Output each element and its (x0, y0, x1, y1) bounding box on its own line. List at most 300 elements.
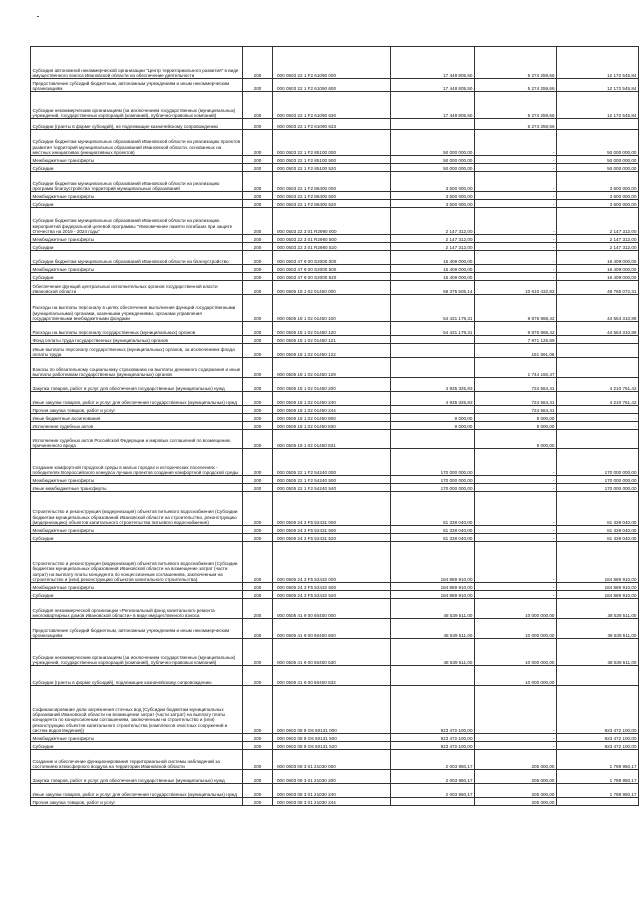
row-plan-cell: 81 339 040,00 (391, 526, 475, 534)
row-plan-cell: 184 889 910,00 (391, 583, 475, 591)
row-code-cell: 200 (243, 734, 273, 742)
row-code-cell: 200 (243, 492, 273, 526)
row-rest-cell: - (557, 422, 639, 430)
row-plan-cell: 17 448 805,50 (391, 47, 475, 79)
row-name-cell: Предоставление субсидий бюджетным, автономным учреждениям и иным некоммерческим организациям (31, 619, 243, 639)
row-code-cell: 200 (243, 119, 273, 130)
row-plan-cell: 48 539 511,00 (391, 639, 475, 666)
row-rest-cell: 3 500 000,00 (557, 200, 639, 208)
row-rest-cell (557, 119, 639, 130)
table-row (31, 599, 639, 619)
row-exec-cell: 10 610 432,83 (475, 281, 557, 295)
row-kbk-cell: 000 0503 22 1 F2 86400 500 (273, 192, 391, 200)
row-name-cell: Межбюджетные трансферты (31, 476, 243, 484)
row-name-cell: Межбюджетные трансферты (31, 192, 243, 200)
row-kbk-cell: 000 0505 22 1 F2 54240 540 (273, 484, 391, 492)
row-kbk-cell: 000 0503 47 9 00 S2000 520 (273, 273, 391, 281)
row-name-cell: Субсидии бюджетам муниципальных образований Ивановской области на реализацию проектов развития территорий муниципальных образований Ивановской области, основанных на местных инициативах (инициативных проектов) (31, 130, 243, 156)
row-name-cell: Субсидии (гранты в форме субсидий), не подлежащие казначейскому сопровождению (31, 119, 243, 130)
row-code-cell: 200 (243, 770, 273, 784)
row-rest-cell: 4 210 761,42 (557, 378, 639, 392)
row-kbk-cell: 000 0505 22 1 F2 54240 500 (273, 476, 391, 484)
table-row (31, 208, 639, 235)
row-rest-cell: 12 172 545,84 (557, 47, 639, 79)
row-name-cell: Субсидия некоммерческой организации «Региональный фонд капитального ремонта многоквартирных домов Ивановской области» в виде имущественного взноса (31, 599, 243, 619)
table-row (31, 414, 639, 422)
row-plan-cell: 2 147 312,00 (391, 235, 475, 243)
table-row (31, 666, 639, 686)
row-name-cell: Субсидии некоммерческим организациям (за исключением государственных (муниципальных) учреждений, государственных корпораций (компаний), публично-правовых компаний) (31, 639, 243, 666)
row-exec-cell: 205 000,00 (475, 784, 557, 798)
row-rest-cell: 38 539 511,00 (557, 619, 639, 639)
row-rest-cell: 923 472 100,00 (557, 742, 639, 750)
row-plan-cell: 2 003 950,17 (391, 750, 475, 770)
row-name-cell: Иные закупки товаров, работ и услуг для обеспечения государственных (муниципальных) нужд (31, 392, 243, 406)
row-code-cell: 200 (243, 583, 273, 591)
budget-execution-table (30, 46, 639, 806)
row-rest-cell: 1 798 950,17 (557, 784, 639, 798)
table-row (31, 392, 639, 406)
table-row (31, 406, 639, 414)
row-exec-cell: 9 000,00 (475, 414, 557, 422)
row-plan-cell (391, 406, 475, 414)
row-name-cell: Субсидии (гранты в форме субсидий), подлежащие казначейскому сопровождению (31, 666, 243, 686)
row-kbk-cell: 000 0505 18 1 02 01450 831 (273, 430, 391, 449)
row-kbk-cell: 000 0505 18 1 02 01450 200 (273, 378, 391, 392)
row-code-cell: 200 (243, 130, 273, 156)
table-row (31, 119, 639, 130)
row-rest-cell: 50 000 000,00 (557, 156, 639, 164)
row-plan-cell: 9 000,00 (391, 414, 475, 422)
row-kbk-cell: 000 0503 22 3 01 R2990 000 (273, 208, 391, 235)
table-row (31, 619, 639, 639)
row-rest-cell: 2 147 312,00 (557, 208, 639, 235)
row-name-cell: Субсидии (31, 591, 243, 599)
row-code-cell: 200 (243, 251, 273, 265)
row-exec-cell: - (475, 156, 557, 164)
row-rest-cell: 16 409 000,00 (557, 273, 639, 281)
row-name-cell: Иные закупки товаров, работ и услуг для обеспечения государственных (муниципальных) нужд (31, 784, 243, 798)
row-name-cell: Субсидии (31, 534, 243, 542)
row-kbk-cell: 000 0505 41 9 00 60400 000 (273, 599, 391, 619)
row-rest-cell: 81 339 040,00 (557, 526, 639, 534)
row-code-cell: 200 (243, 200, 273, 208)
row-rest-cell: 16 409 000,00 (557, 265, 639, 273)
row-exec-cell: - (475, 492, 557, 526)
row-rest-cell: 923 472 100,00 (557, 734, 639, 742)
row-plan-cell: 3 500 000,00 (391, 192, 475, 200)
table-row (31, 273, 639, 281)
row-plan-cell: 184 889 910,00 (391, 591, 475, 599)
row-name-cell: Иные бюджетные ассигнования (31, 414, 243, 422)
row-kbk-cell: 000 0503 22 1 F2 61090 633 (273, 119, 391, 130)
row-exec-cell: - (475, 449, 557, 476)
row-plan-cell (391, 430, 475, 449)
row-kbk-cell: 000 0503 22 1 F2 85100 500 (273, 156, 391, 164)
row-code-cell: 200 (243, 591, 273, 599)
row-exec-cell: 5 274 259,66 (475, 92, 557, 119)
row-rest-cell (557, 358, 639, 378)
row-exec-cell: 205 000,00 (475, 798, 557, 806)
table-row (31, 172, 639, 192)
row-rest-cell: 38 539 511,00 (557, 599, 639, 619)
row-code-cell: 200 (243, 666, 273, 686)
table-row (31, 734, 639, 742)
row-code-cell: 200 (243, 526, 273, 534)
row-code-cell: 200 (243, 534, 273, 542)
row-plan-cell: 81 339 040,00 (391, 492, 475, 526)
row-rest-cell: - (557, 414, 639, 422)
row-rest-cell: 3 500 000,00 (557, 172, 639, 192)
row-name-cell: Субсидии бюджетам муниципальных образований Ивановской области на реализацию мероприятий федеральной целевой программы "Увековечение памяти погибших при защите Отечества на 2019 - 2024 годы" (31, 208, 243, 235)
row-name-cell: Прочая закупка товаров, работ и услуг (31, 406, 243, 414)
row-kbk-cell: 000 0503 47 9 00 S2000 500 (273, 265, 391, 273)
row-plan-cell: 16 409 000,00 (391, 251, 475, 265)
row-rest-cell: 170 000 000,00 (557, 449, 639, 476)
row-kbk-cell: 000 0505 18 1 02 01450 800 (273, 414, 391, 422)
row-name-cell: Иные выплаты персоналу государственных (муниципальных) органов, за исключением фонда оплаты труда (31, 344, 243, 358)
table-row (31, 92, 639, 119)
row-plan-cell: 2 147 312,00 (391, 208, 475, 235)
row-kbk-cell: 000 0505 18 1 02 01450 120 (273, 322, 391, 336)
row-code-cell: 200 (243, 344, 273, 358)
row-name-cell: Закупка товаров, работ и услуг для обеспечения государственных (муниципальных) нужд (31, 378, 243, 392)
row-exec-cell: - (475, 265, 557, 273)
row-kbk-cell: 000 0505 24 3 F5 52431 500 (273, 526, 391, 534)
table-row (31, 378, 639, 392)
row-rest-cell: 1 798 950,17 (557, 770, 639, 784)
row-exec-cell: - (475, 130, 557, 156)
row-exec-cell: 205 000,00 (475, 750, 557, 770)
table-row (31, 295, 639, 322)
row-rest-cell: 50 000 000,00 (557, 130, 639, 156)
row-exec-cell: - (475, 192, 557, 200)
row-name-cell: Межбюджетные трансферты (31, 265, 243, 273)
row-kbk-cell: 000 0503 22 3 01 R2990 520 (273, 243, 391, 251)
row-kbk-cell: 000 0503 22 1 F2 85100 000 (273, 130, 391, 156)
row-name-cell: Субсидии бюджетам муниципальных образований Ивановской области на благоустройство (31, 251, 243, 265)
row-exec-cell: - (475, 542, 557, 583)
row-exec-cell: - (475, 208, 557, 235)
table-row (31, 235, 639, 243)
row-rest-cell: 170 000 000,00 (557, 476, 639, 484)
row-rest-cell: 16 409 000,00 (557, 251, 639, 265)
row-kbk-cell: 000 0505 24 3 F5 52431 520 (273, 534, 391, 542)
row-code-cell: 200 (243, 422, 273, 430)
table-row (31, 430, 639, 449)
row-exec-cell: 724 564,41 (475, 378, 557, 392)
table-row (31, 542, 639, 583)
row-name-cell: Иные межбюджетные трансферты (31, 484, 243, 492)
table-row (31, 476, 639, 484)
table-row (31, 742, 639, 750)
row-exec-cell: - (475, 484, 557, 492)
row-code-cell: 200 (243, 295, 273, 322)
row-exec-cell: 9 000,00 (475, 422, 557, 430)
row-rest-cell: 184 889 910,00 (557, 583, 639, 591)
row-exec-cell: 161 591,06 (475, 344, 557, 358)
scan-speck (37, 16, 39, 17)
row-rest-cell: 184 889 910,00 (557, 542, 639, 583)
row-kbk-cell: 000 0505 24 3 F5 52431 000 (273, 492, 391, 526)
table-row (31, 79, 639, 92)
row-name-cell: Межбюджетные трансферты (31, 734, 243, 742)
row-rest-cell: 81 339 040,00 (557, 492, 639, 526)
row-code-cell: 200 (243, 406, 273, 414)
row-name-cell: Создание комфортной городской среды в малых городах и исторических поселениях - победителях Всероссийского конкурса лучших проектов создания комфортной городской среды (31, 449, 243, 476)
row-code-cell: 200 (243, 235, 273, 243)
row-plan-cell (391, 344, 475, 358)
row-rest-cell: 50 000 000,00 (557, 164, 639, 172)
row-exec-cell: - (475, 686, 557, 734)
row-exec-cell: - (475, 591, 557, 599)
row-rest-cell: 1 798 950,17 (557, 750, 639, 770)
row-plan-cell: 3 500 000,00 (391, 200, 475, 208)
row-kbk-cell: 000 0505 22 1 F2 54240 000 (273, 449, 391, 476)
table-row (31, 164, 639, 172)
table-row (31, 281, 639, 295)
row-code-cell: 200 (243, 430, 273, 449)
row-exec-cell: 724 564,41 (475, 406, 557, 414)
row-kbk-cell: 000 0505 18 1 02 01450 244 (273, 406, 391, 414)
table-row (31, 200, 639, 208)
row-rest-cell: 3 500 000,00 (557, 192, 639, 200)
row-name-cell: Расходы на выплаты персоналу государственных (муниципальных) органов (31, 322, 243, 336)
row-code-cell: 200 (243, 47, 273, 79)
row-plan-cell: 923 472 100,00 (391, 742, 475, 750)
row-plan-cell: 16 409 000,00 (391, 273, 475, 281)
row-kbk-cell: 000 0505 24 3 F5 52432 000 (273, 542, 391, 583)
row-plan-cell: 16 409 000,00 (391, 265, 475, 273)
row-code-cell: 200 (243, 639, 273, 666)
table-row (31, 47, 639, 79)
row-code-cell: 200 (243, 476, 273, 484)
row-rest-cell: 38 539 511,00 (557, 639, 639, 666)
row-kbk-cell: 000 0505 18 1 02 01450 240 (273, 392, 391, 406)
row-exec-cell: 9 876 868,42 (475, 295, 557, 322)
row-rest-cell: 923 472 100,00 (557, 686, 639, 734)
table-row (31, 358, 639, 378)
row-rest-cell: 48 765 072,31 (557, 281, 639, 295)
row-kbk-cell: 000 0603 08 3 01 21030 000 (273, 750, 391, 770)
row-code-cell: 200 (243, 784, 273, 798)
table-row (31, 344, 639, 358)
row-kbk-cell: 000 0505 41 9 00 60400 630 (273, 639, 391, 666)
row-name-cell: Софинансирование доли загрязнения сточных вод (Субсидии бюджетам муниципальных образований Ивановской области на возмещение затрат (части затрат) на выплату платы концедента по концессионным соглашениям, заключенным на строительство и (или) реконструкцию объектов капитального строительства (комплексов очистных сооружений и систем водоотведения)) (31, 686, 243, 734)
row-code-cell: 200 (243, 336, 273, 344)
row-exec-cell: - (475, 243, 557, 251)
row-exec-cell: 205 000,00 (475, 770, 557, 784)
row-code-cell: 200 (243, 156, 273, 164)
row-name-cell: Субсидии некоммерческим организациям (за исключением государственных (муниципальных) учреждений, государственных корпораций (компаний), публично-правовых компаний) (31, 92, 243, 119)
row-kbk-cell: 000 0505 24 3 F5 52432 520 (273, 591, 391, 599)
row-plan-cell (391, 358, 475, 378)
row-name-cell: Исполнение судебных актов Российской Федерации и мировых соглашений по возмещению причиненного вреда (31, 430, 243, 449)
row-rest-cell: 170 000 000,00 (557, 484, 639, 492)
row-kbk-cell: 000 0503 22 3 01 R2990 500 (273, 235, 391, 243)
table-row (31, 534, 639, 542)
row-exec-cell: 724 564,41 (475, 392, 557, 406)
table-row (31, 750, 639, 770)
row-kbk-cell: 000 0505 24 3 F5 52432 500 (273, 583, 391, 591)
row-code-cell: 200 (243, 798, 273, 806)
row-name-cell: Взносы по обязательному социальному страхованию на выплаты денежного содержания и иные выплаты работникам государственных (муниципальных) органов (31, 358, 243, 378)
table-row (31, 336, 639, 344)
row-plan-cell (391, 336, 475, 344)
row-kbk-cell: 000 0503 22 1 F2 61090 600 (273, 79, 391, 92)
row-code-cell: 200 (243, 449, 273, 476)
row-kbk-cell: 000 0505 18 1 02 01450 830 (273, 422, 391, 430)
row-kbk-cell: 000 0602 08 8 G6 50131 520 (273, 742, 391, 750)
row-name-cell: Прочая закупка товаров, работ и услуг (31, 798, 243, 806)
table-row (31, 243, 639, 251)
row-rest-cell (557, 666, 639, 686)
row-plan-cell: 923 472 100,00 (391, 686, 475, 734)
row-plan-cell: 50 000 000,00 (391, 130, 475, 156)
row-exec-cell: 5 274 259,66 (475, 119, 557, 130)
row-rest-cell: 12 172 545,84 (557, 79, 639, 92)
row-exec-cell: - (475, 200, 557, 208)
row-code-cell: 200 (243, 172, 273, 192)
row-exec-cell: 1 744 150,47 (475, 358, 557, 378)
row-name-cell: Субсидия автономной некоммерческой организации "Центр территориального развития" в виде имущественного взноса Ивановской области на обеспечение деятельности (31, 47, 243, 79)
table-row (31, 484, 639, 492)
row-exec-cell: 10 000 000,00 (475, 619, 557, 639)
row-name-cell: Межбюджетные трансферты (31, 235, 243, 243)
row-name-cell: Субсидии (31, 742, 243, 750)
row-code-cell: 200 (243, 243, 273, 251)
row-plan-cell: 170 000 000,00 (391, 476, 475, 484)
row-kbk-cell: 000 0603 08 3 01 21030 240 (273, 784, 391, 798)
row-exec-cell: - (475, 251, 557, 265)
row-code-cell: 200 (243, 686, 273, 734)
row-kbk-cell: 000 0505 18 1 02 01450 100 (273, 295, 391, 322)
row-kbk-cell: 000 0503 22 1 F2 86400 520 (273, 200, 391, 208)
row-plan-cell: 2 147 312,00 (391, 243, 475, 251)
row-plan-cell: 50 000 000,00 (391, 164, 475, 172)
row-rest-cell: 12 172 545,84 (557, 92, 639, 119)
row-name-cell: Межбюджетные трансферты (31, 156, 243, 164)
row-plan-cell: 50 000 000,00 (391, 156, 475, 164)
row-exec-cell: - (475, 734, 557, 742)
row-kbk-cell: 000 0503 22 1 F2 86400 000 (273, 172, 391, 192)
row-plan-cell: 81 339 040,00 (391, 534, 475, 542)
row-plan-cell: 17 448 805,50 (391, 79, 475, 92)
row-code-cell: 200 (243, 208, 273, 235)
row-exec-cell: 10 000 000,00 (475, 599, 557, 619)
row-kbk-cell: 000 0505 18 1 02 01450 122 (273, 344, 391, 358)
row-rest-cell: 2 147 312,00 (557, 243, 639, 251)
table-row (31, 770, 639, 784)
row-code-cell: 200 (243, 392, 273, 406)
row-kbk-cell: 000 0505 41 9 00 60400 600 (273, 619, 391, 639)
row-plan-cell: 2 003 950,17 (391, 784, 475, 798)
row-exec-cell: 5 274 259,66 (475, 79, 557, 92)
row-code-cell: 200 (243, 281, 273, 295)
row-code-cell: 200 (243, 164, 273, 172)
table-row (31, 583, 639, 591)
row-name-cell: Строительство и реконструкция (модернизация) объектов питьевого водоснабжения (Субсидии бюджетам муниципальных образований Ивановской области на строительство, реконструкцию (модернизацию) объектов капитального строительства питьевого водоснабжения) (31, 492, 243, 526)
row-name-cell: Субсидии (31, 243, 243, 251)
row-exec-cell: 9 000,00 (475, 430, 557, 449)
row-code-cell: 200 (243, 484, 273, 492)
row-exec-cell: - (475, 273, 557, 281)
row-name-cell: Межбюджетные трансферты (31, 583, 243, 591)
row-code-cell: 200 (243, 273, 273, 281)
table-row (31, 265, 639, 273)
row-code-cell: 200 (243, 742, 273, 750)
row-kbk-cell: 000 0505 18 1 02 01450 000 (273, 281, 391, 295)
row-code-cell: 200 (243, 378, 273, 392)
row-rest-cell (557, 430, 639, 449)
row-plan-cell: 54 431 179,31 (391, 295, 475, 322)
row-exec-cell: - (475, 476, 557, 484)
row-plan-cell: 170 000 000,00 (391, 484, 475, 492)
row-code-cell: 200 (243, 358, 273, 378)
table-row (31, 156, 639, 164)
row-plan-cell: 4 935 325,83 (391, 392, 475, 406)
table-row (31, 449, 639, 476)
row-name-cell: Субсидии бюджетам муниципальных образований Ивановской области на реализацию программ благоустройства территорий муниципальных образований (31, 172, 243, 192)
table-row (31, 322, 639, 336)
table-row (31, 251, 639, 265)
row-name-cell: Исполнение судебных актов (31, 422, 243, 430)
row-exec-cell: 10 000 000,00 (475, 666, 557, 686)
row-name-cell: Строительство и реконструкция (модернизация) объектов питьевого водоснабжения (Субсидии бюджетам муниципальных образований Ивановской области на возмещение затрат (части затрат) на выплату платы концедента по концессионным соглашениям, заключенным на строительство и (или) реконструкцию объектов капитального строительства) (31, 542, 243, 583)
row-kbk-cell: 000 0505 18 1 02 01450 129 (273, 358, 391, 378)
table-row (31, 422, 639, 430)
row-plan-cell: 170 000 000,00 (391, 449, 475, 476)
row-code-cell: 200 (243, 192, 273, 200)
row-rest-cell: 2 147 312,00 (557, 235, 639, 243)
row-rest-cell (557, 344, 639, 358)
row-plan-cell: 59 375 505,14 (391, 281, 475, 295)
row-plan-cell: 2 003 950,17 (391, 770, 475, 784)
row-code-cell: 200 (243, 542, 273, 583)
row-kbk-cell: 000 0503 22 1 F2 61090 000 (273, 47, 391, 79)
row-name-cell: Субсидии (31, 200, 243, 208)
row-exec-cell: - (475, 742, 557, 750)
table-row (31, 798, 639, 806)
row-kbk-cell: 000 0505 41 9 00 60400 632 (273, 666, 391, 686)
row-rest-cell: 44 554 310,89 (557, 322, 639, 336)
row-plan-cell: 923 472 100,00 (391, 734, 475, 742)
table-row (31, 591, 639, 599)
row-kbk-cell: 000 0505 18 1 02 01450 121 (273, 336, 391, 344)
table-row (31, 639, 639, 666)
row-name-cell: Расходы на выплаты персоналу в целях обеспечения выполнения функций государственными (муниципальными) органами, казенными учреждениями, органами управления государственными внебюджетными фондами (31, 295, 243, 322)
row-rest-cell: 81 339 040,00 (557, 534, 639, 542)
table-row (31, 526, 639, 534)
row-code-cell: 200 (243, 619, 273, 639)
row-plan-cell: 48 539 511,00 (391, 599, 475, 619)
row-plan-cell (391, 666, 475, 686)
row-code-cell: 200 (243, 599, 273, 619)
row-name-cell: Межбюджетные трансферты (31, 526, 243, 534)
table-row (31, 784, 639, 798)
table-row (31, 130, 639, 156)
table-row (31, 192, 639, 200)
row-plan-cell: 9 000,00 (391, 422, 475, 430)
row-exec-cell: - (475, 526, 557, 534)
row-exec-cell: 9 876 868,42 (475, 322, 557, 336)
row-kbk-cell: 000 0602 08 8 G6 50131 000 (273, 686, 391, 734)
row-plan-cell: 4 935 325,83 (391, 378, 475, 392)
row-exec-cell: - (475, 235, 557, 243)
row-rest-cell (557, 798, 639, 806)
table-row (31, 492, 639, 526)
row-kbk-cell: 000 0503 22 1 F2 61090 630 (273, 92, 391, 119)
